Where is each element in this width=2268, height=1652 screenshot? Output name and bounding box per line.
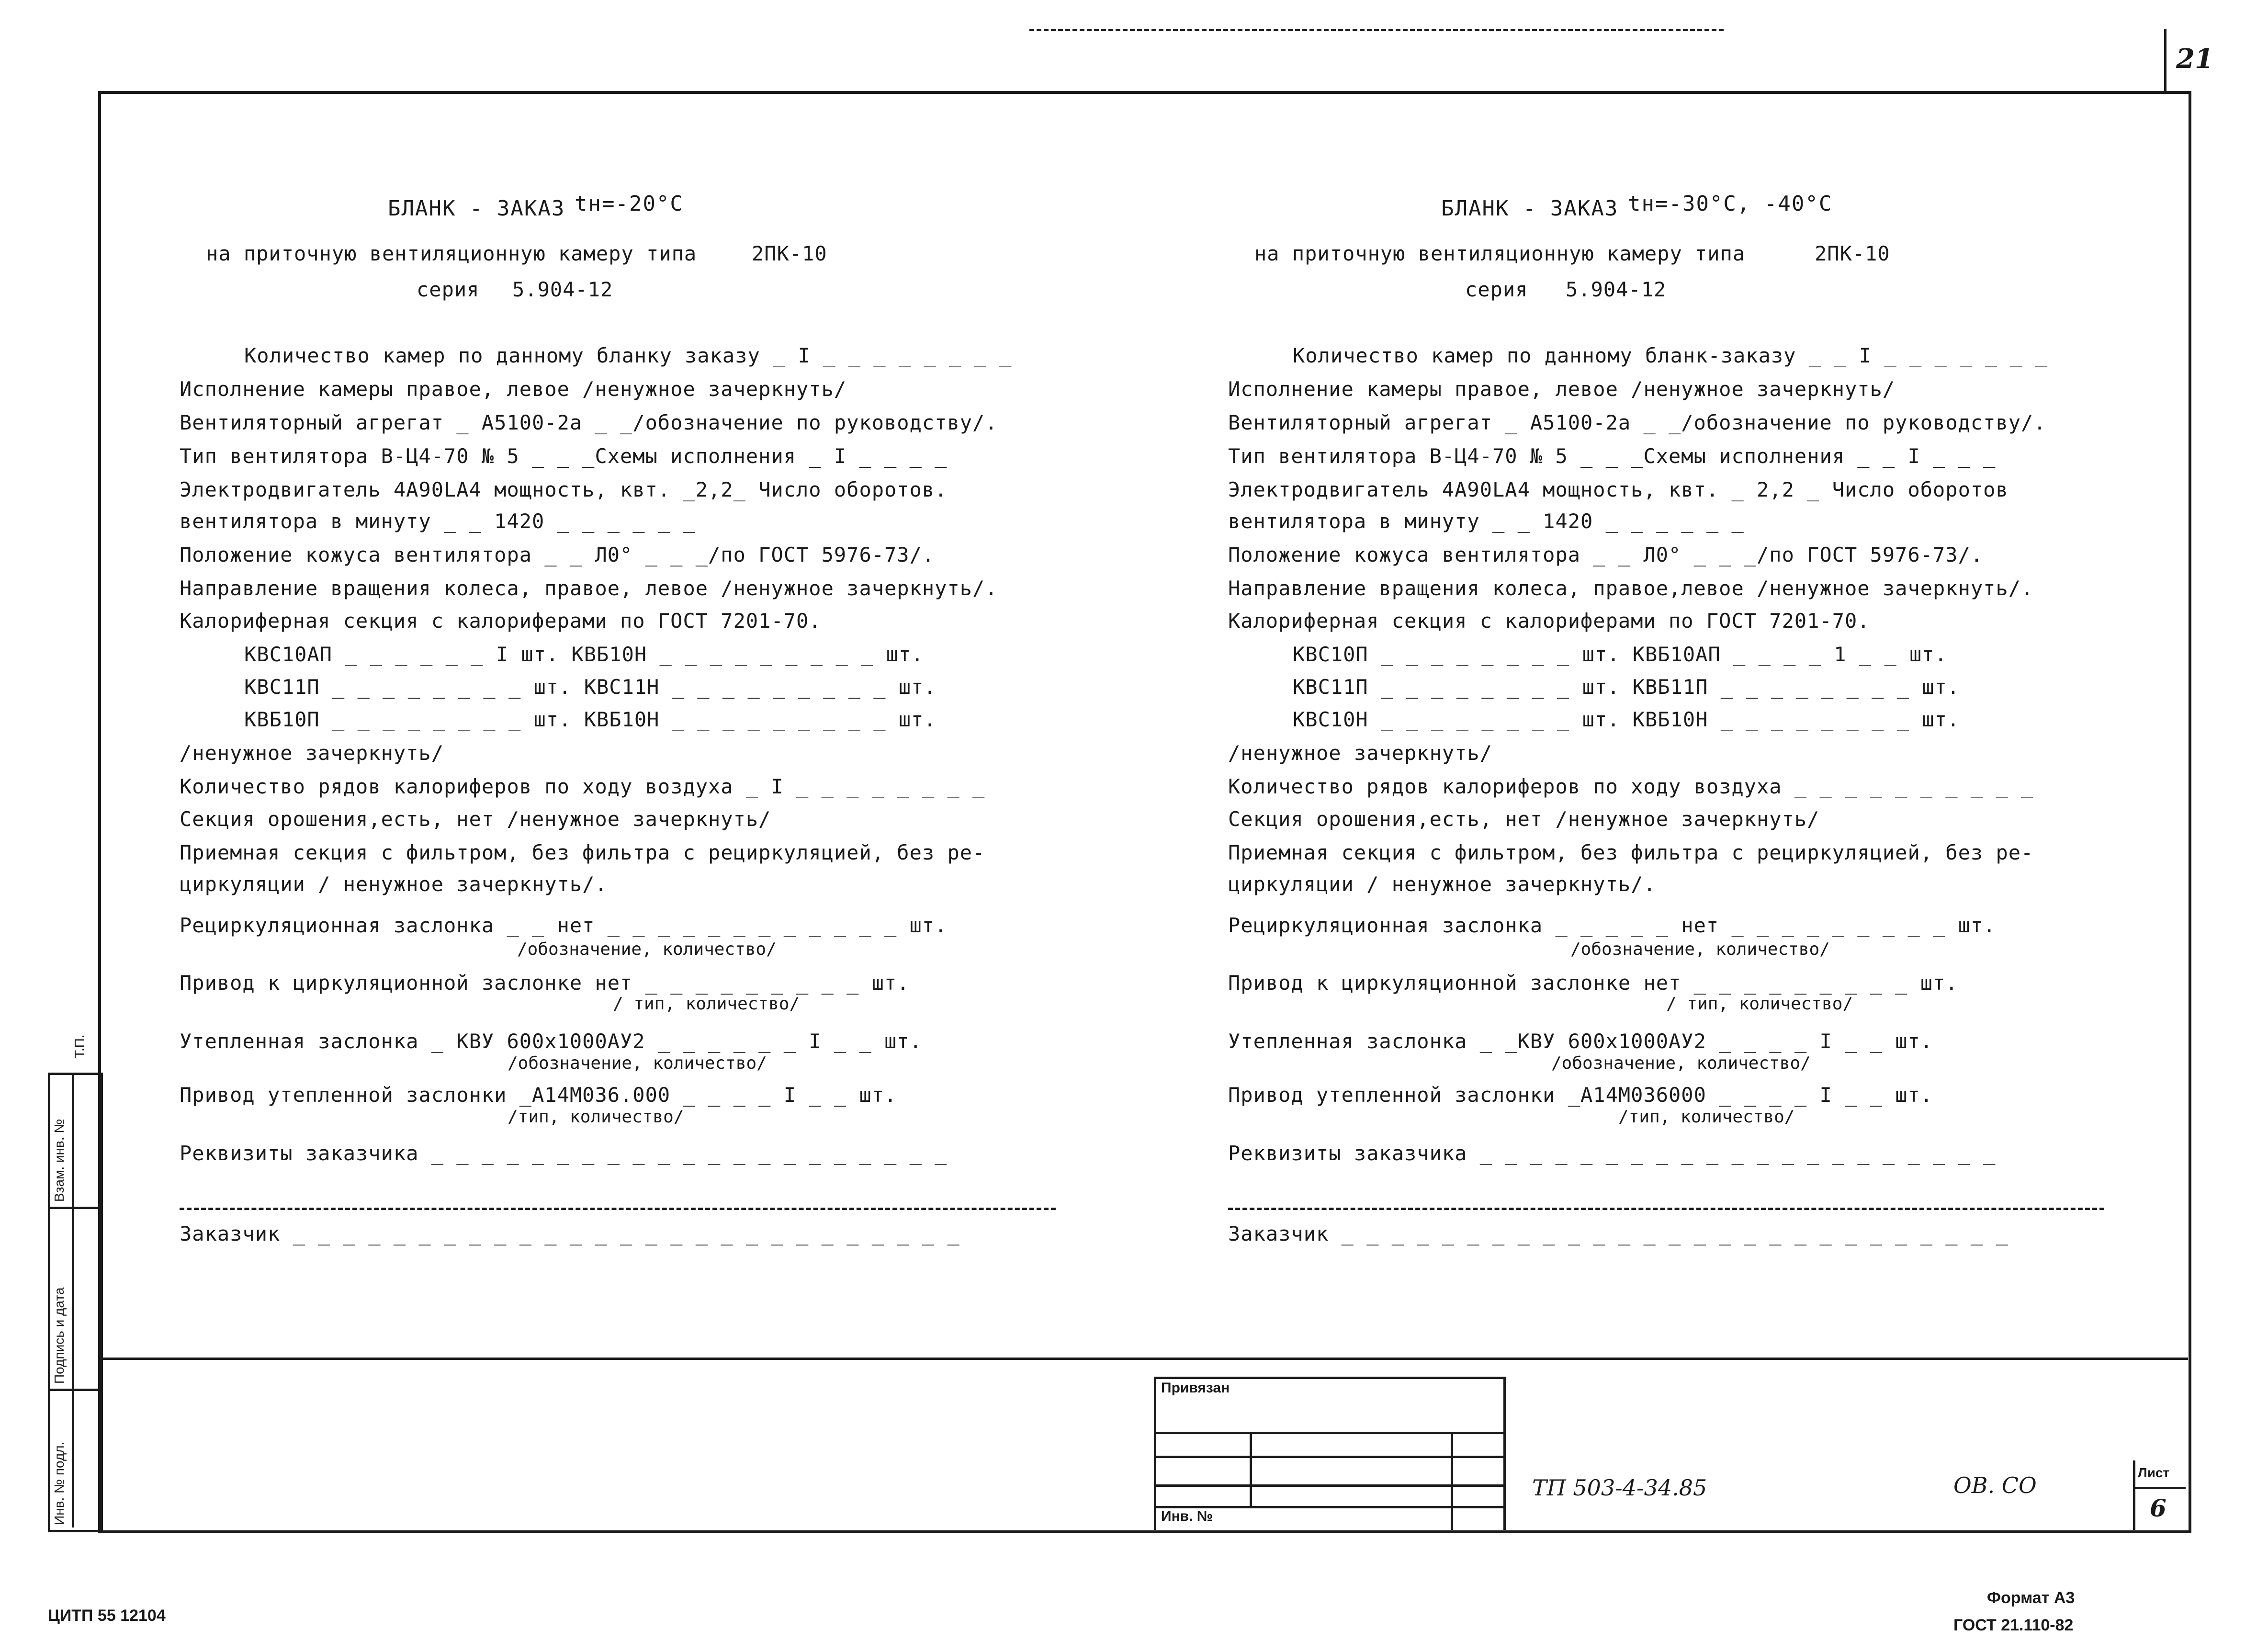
left-line-motor: Электродвигатель 4А90LА4 мощность, квт. _2,2_ Число оборотов. bbox=[180, 478, 948, 501]
privyazan-box-right bbox=[1503, 1377, 1506, 1530]
left-line-execution: Исполнение камеры правое, левое /ненужное зачеркнуть/ bbox=[180, 377, 847, 401]
left-line-rpm: вентилятора в минуту _ _ 1420 _ _ _ _ _ _ bbox=[180, 509, 696, 533]
right-form-series-label: серия bbox=[1465, 278, 1528, 301]
left-form-subtitle: на приточную вентиляционную камеру типа bbox=[206, 242, 697, 265]
privyazan-box-top bbox=[1154, 1377, 1503, 1379]
right-line-fan-type: Тип вентилятора В-Ц4-70 № 5 _ _ _Схемы исполнения _ _ I _ _ _ bbox=[1228, 444, 1996, 468]
side-strip-divider bbox=[72, 1073, 74, 1528]
side-label-signature: Подпись и дата bbox=[52, 1287, 67, 1384]
left-line-housing: Положение кожуса вентилятора _ _ Л0° _ _ _/по ГОСТ 5976-73/. bbox=[180, 543, 935, 566]
privyazan-col-1 bbox=[1250, 1432, 1252, 1506]
left-line-aggregate: Вентиляторный агрегат _ А5100-2а _ _/обозначение по руководству/. bbox=[180, 411, 998, 434]
right-line-recirc-note: /обозначение, количество/ bbox=[1570, 939, 1830, 959]
project-code: ТП 503-4-34.85 bbox=[1532, 1475, 1707, 1501]
side-label-inv-podl: Инв. № подл. bbox=[52, 1441, 67, 1525]
right-line-count: Количество камер по данному бланк-заказу _ _ I _ _ _ _ _ _ _ bbox=[1293, 344, 2048, 367]
side-strip-row-1 bbox=[48, 1207, 98, 1209]
stamp-top-border bbox=[98, 1358, 2188, 1360]
left-line-unneeded: /ненужное зачеркнуть/ bbox=[180, 741, 444, 765]
right-line-execution: Исполнение камеры правое, левое /ненужное зачеркнуть/ bbox=[1228, 377, 1896, 401]
drawing-code: ОВ. СО bbox=[1953, 1472, 2037, 1498]
left-line-recirc-note: /обозначение, количество/ bbox=[517, 939, 777, 959]
page-number-box-edge bbox=[2164, 29, 2166, 91]
right-line-aggregate: Вентиляторный агрегат _ А5100-2а _ _/обозначение по руководству/. bbox=[1228, 411, 2046, 434]
left-line-count: Количество камер по данному бланку заказу _ I _ _ _ _ _ _ _ _ bbox=[244, 344, 1012, 367]
right-line-drive-note: / тип, количество/ bbox=[1666, 994, 1853, 1014]
right-line-heater-row2: КВС11П _ _ _ _ _ _ _ _ шт. КВБ11П _ _ _ _ _ _ _ _ шт. bbox=[1293, 675, 1960, 699]
right-line-rows: Количество рядов калориферов по ходу воздуха _ _ _ _ _ _ _ _ _ _ bbox=[1228, 775, 2034, 798]
right-line-damper-drive-note: /тип, количество/ bbox=[1618, 1107, 1795, 1127]
side-strip-row-2 bbox=[48, 1389, 98, 1391]
left-line-rotation: Направление вращения колеса, правое, левое /ненужное зачеркнуть/. bbox=[180, 577, 998, 600]
gost-label: ГОСТ 21.110-82 bbox=[1953, 1616, 2074, 1634]
left-form-temp: tн=-20°C bbox=[575, 192, 684, 216]
left-line-heater-row1: КВС10АП _ _ _ _ _ _ I шт. КВБ10Н _ _ _ _ _ _ _ _ _ шт. bbox=[244, 643, 924, 666]
right-line-damper: Утепленная заслонка _ _КВУ 600х1000АУ2 _ _ _ _ I _ _ шт. bbox=[1228, 1030, 1933, 1053]
left-line-heater-row2: КВС11П _ _ _ _ _ _ _ _ шт. КВС11Н _ _ _ _ _ _ _ _ _ шт. bbox=[244, 675, 937, 699]
left-extra-dash-line bbox=[180, 1208, 1056, 1210]
right-form-temp: tн=-30°C, -40°C bbox=[1628, 192, 1833, 216]
right-line-housing: Положение кожуса вентилятора _ _ Л0° _ _ _/по ГОСТ 5976-73/. bbox=[1228, 543, 1984, 566]
sheet-box-divider bbox=[2133, 1487, 2186, 1489]
right-line-unneeded: /ненужное зачеркнуть/ bbox=[1228, 741, 1493, 765]
right-form-series: 5.904-12 bbox=[1566, 278, 1667, 301]
right-line-intake1: Приемная секция с фильтром, без фильтра с рециркуляцией, без ре- bbox=[1228, 841, 2034, 864]
sheet-number: 6 bbox=[2150, 1494, 2166, 1522]
left-line-intake1: Приемная секция с фильтром, без фильтра с рециркуляцией, без ре- bbox=[180, 841, 985, 864]
right-line-damper-drive: Привод утепленной заслонки _А14М036000 _ _ _ _ I _ _ шт. bbox=[1228, 1083, 1933, 1107]
format-label: Формат А3 bbox=[1987, 1589, 2075, 1607]
left-form-series: 5.904-12 bbox=[512, 278, 613, 301]
right-line-rpm: вентилятора в минуту _ _ 1420 _ _ _ _ _ _ bbox=[1228, 509, 1744, 533]
left-line-requisites: Реквизиты заказчика _ _ _ _ _ _ _ _ _ _ _ _ _ _ _ _ _ _ _ _ _ bbox=[180, 1142, 948, 1165]
left-line-recirc: Рециркуляционная заслонка _ _ нет _ _ _ _ _ _ _ _ _ _ _ _ шт. bbox=[180, 914, 948, 937]
left-line-damper-drive-note: /тип, количество/ bbox=[508, 1107, 684, 1127]
right-form-camera-type: 2ПК-10 bbox=[1815, 242, 1890, 265]
left-line-damper-drive: Привод утепленной заслонки _А14М036.000 _ _ _ _ I _ _ шт. bbox=[180, 1083, 897, 1107]
sheet-box-left bbox=[2133, 1460, 2135, 1530]
right-line-recirc: Рециркуляционная заслонка _ _ _ _ _ нет _ _ _ _ _ _ _ _ _ шт. bbox=[1228, 914, 1996, 937]
right-line-heater-row1: КВС10П _ _ _ _ _ _ _ _ шт. КВБ10АП _ _ _ _ 1 _ _ шт. bbox=[1293, 643, 1947, 666]
left-line-damper: Утепленная заслонка _ КВУ 600х1000АУ2 _ _ _ _ _ _ I _ _ шт. bbox=[180, 1030, 922, 1053]
right-line-drive: Привод к циркуляционной заслонке нет _ _ _ _ _ _ _ _ _ шт. bbox=[1228, 971, 1958, 995]
right-line-rotation: Направление вращения колеса, правое,левое /ненужное зачеркнуть/. bbox=[1228, 577, 2034, 600]
left-line-heater-row3: КВБ10П _ _ _ _ _ _ _ _ шт. КВБ10Н _ _ _ _ _ _ _ _ _ шт. bbox=[244, 708, 937, 731]
right-line-heater-row3: КВС10Н _ _ _ _ _ _ _ _ шт. КВБ10Н _ _ _ _ _ _ _ _ шт. bbox=[1293, 708, 1960, 731]
right-line-intake2: циркуляции / ненужное зачеркнуть/. bbox=[1228, 872, 1656, 896]
side-label-vzam: Взам. инв. № bbox=[52, 1119, 67, 1202]
privyazan-label: Привязан bbox=[1161, 1380, 1230, 1396]
left-line-drive: Привод к циркуляционной заслонке нет _ _ _ _ _ _ _ _ _ шт. bbox=[180, 971, 910, 995]
inv-no-label: Инв. № bbox=[1161, 1508, 1213, 1524]
left-line-drive-note: / тип, количество/ bbox=[613, 994, 800, 1014]
right-line-customer: Заказчик _ _ _ _ _ _ _ _ _ _ _ _ _ _ _ _ _ _ _ _ _ _ _ _ _ _ _ bbox=[1228, 1222, 2008, 1245]
left-form-title: БЛАНК - ЗАКАЗ bbox=[388, 196, 565, 221]
left-line-rows: Количество рядов калориферов по ходу воздуха _ I _ _ _ _ _ _ _ _ bbox=[180, 775, 985, 798]
right-extra-dash-line bbox=[1228, 1208, 2104, 1210]
right-form-subtitle: на приточную вентиляционную камеру типа bbox=[1254, 242, 1746, 265]
right-line-motor: Электродвигатель 4А90LА4 мощность, квт. _ 2,2 _ Число оборотов bbox=[1228, 478, 2008, 501]
left-form-camera-type: 2ПК-10 bbox=[752, 242, 827, 265]
bottom-left-code: ЦИТП 55 12104 bbox=[48, 1607, 166, 1625]
right-line-damper-note: /обозначение, количество/ bbox=[1551, 1053, 1811, 1073]
right-line-heater: Калориферная секция с калориферами по ГОСТ 7201-70. bbox=[1228, 609, 1870, 633]
left-form-series-label: серия bbox=[417, 278, 480, 301]
right-form-title: БЛАНК - ЗАКАЗ bbox=[1441, 196, 1619, 221]
page-number: 21 bbox=[2176, 43, 2213, 75]
left-line-irrigation: Секция орошения,есть, нет /ненужное зачеркнуть/ bbox=[180, 807, 771, 831]
top-dash-line bbox=[1029, 29, 1724, 31]
privyazan-col-2 bbox=[1451, 1432, 1453, 1530]
left-line-fan-type: Тип вентилятора В-Ц4-70 № 5 _ _ _Схемы исполнения _ I _ _ _ _ bbox=[180, 444, 948, 468]
right-line-irrigation: Секция орошения,есть, нет /ненужное зачеркнуть/ bbox=[1228, 807, 1820, 831]
left-line-heater: Калориферная секция с калориферами по ГОСТ 7201-70. bbox=[180, 609, 822, 633]
left-line-customer: Заказчик _ _ _ _ _ _ _ _ _ _ _ _ _ _ _ _ _ _ _ _ _ _ _ _ _ _ _ bbox=[180, 1222, 960, 1245]
side-label-tp: Т.П. bbox=[72, 1034, 87, 1058]
right-line-requisites: Реквизиты заказчика _ _ _ _ _ _ _ _ _ _ _ _ _ _ _ _ _ _ _ _ _ bbox=[1228, 1142, 1996, 1165]
left-line-damper-note: /обозначение, количество/ bbox=[508, 1053, 767, 1073]
sheet-label: Лист bbox=[2138, 1465, 2170, 1480]
left-line-intake2: циркуляции / ненужное зачеркнуть/. bbox=[180, 872, 608, 896]
